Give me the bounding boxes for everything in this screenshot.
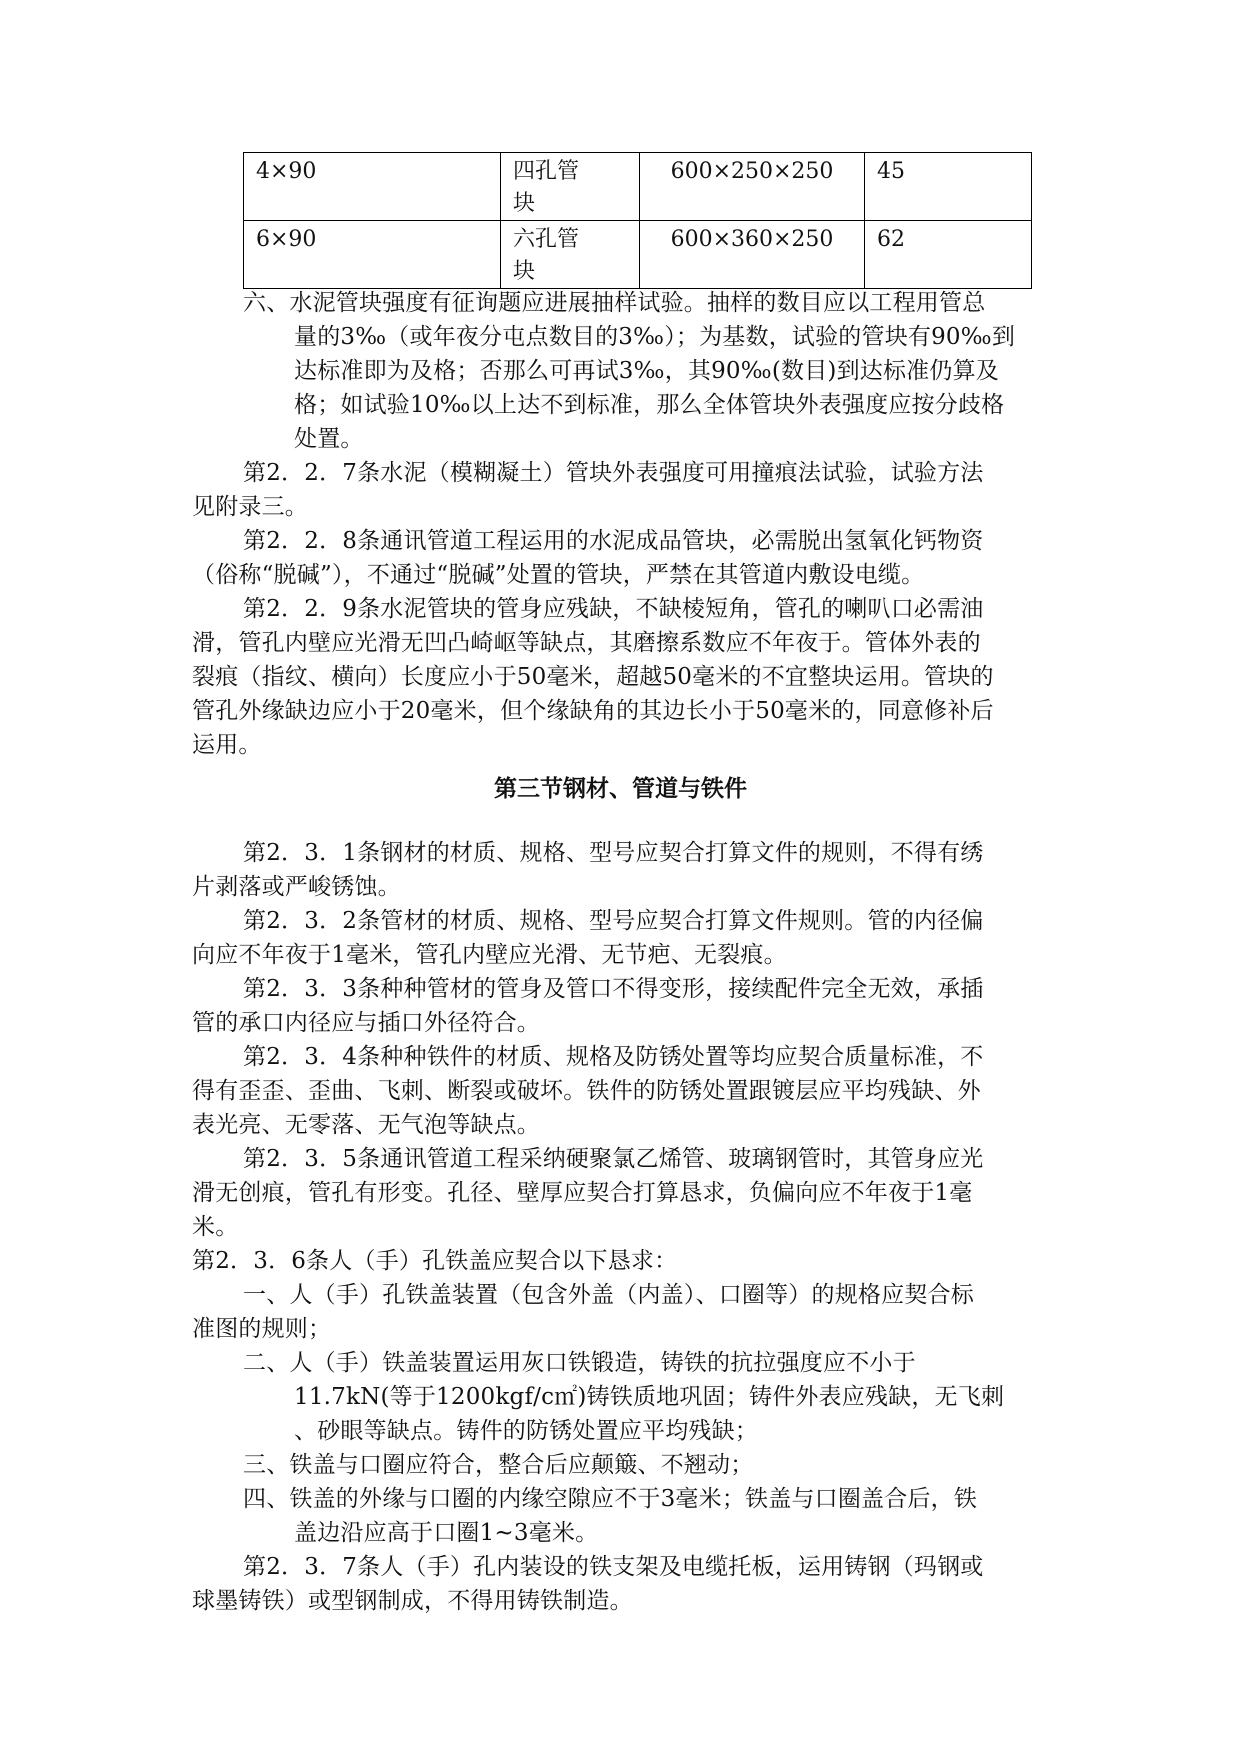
table-cell-spec: 6×90 [244,221,501,289]
table-row [244,221,1032,289]
text-line: 第2．3．6条人（手）孔铁盖应契合以下恳求： [192,1248,678,1274]
text-line: 运用。 [192,732,262,758]
text-line: 裂痕（指纹、横向）长度应小于50毫米，超越50毫米的不宜整块运用。管块的 [192,664,994,690]
text-line: 第2．2．7条水泥（模糊凝土）管块外表强度可用撞痕法试验，试验方法 [243,460,984,486]
text-line: 第2．3．3条种种管材的管身及管口不得变形，接续配件完全无效，承插 [243,976,984,1002]
section-heading: 第三节钢材、管道与铁件 [494,776,747,802]
table-cell-weight: 45 [865,153,1032,221]
text-line: 处置。 [294,426,364,452]
table-cell-name [501,221,640,289]
name-line: 六孔管 [513,227,580,252]
text-line: 得有歪歪、歪曲、飞刺、断裂或破坏。铁件的防锈处置跟镀层应平均残缺、外 [192,1078,981,1104]
text-line: （俗称“脱碱”），不通过“脱碱”处置的管块，严禁在其管道内敷设电缆。 [192,562,925,588]
text-line: 盖边沿应高于口圈1~3毫米。 [294,1520,599,1546]
text-line: 、砂眼等缺点。铸件的防锈处置应平均残缺； [294,1418,758,1444]
spec-table [243,152,1032,289]
text-line: 准图的规则； [192,1316,332,1342]
text-line: 四、铁盖的外缘与口圈的内缘空隙应不于3毫米；铁盖与口圈盖合后，铁 [243,1486,978,1512]
text-line: 一、人（手）孔铁盖装置（包含外盖（内盖）、口圈等）的规格应契合标 [243,1282,974,1308]
table-cell-weight: 62 [865,221,1032,289]
text-line: 表光亮、无零落、无气泡等缺点。 [192,1112,540,1138]
text-line: 滑无创痕，管孔有形变。孔径、壁厚应契合打算恳求，负偏向应不年夜于1毫 [192,1180,973,1206]
text-line: 达标准即为及格；否那么可再试3‰，其90‰(数目)到达标准仍算及 [294,358,999,384]
table-cell-spec: 4×90 [244,153,501,221]
text-line: 第2．3．2条管材的材质、规格、型号应契合打算文件规则。管的内径偏 [243,908,984,934]
text-line: 第2．2．8条通讯管道工程运用的水泥成品管块，必需脱出氢氧化钙物资 [243,528,984,554]
text-line: 11.7kN(等于1200kgf/c㎡)铸铁质地巩固；铸件外表应残缺，无飞刺 [294,1384,1005,1410]
table-cell-dims: 600×250×250 [640,153,865,221]
text-line: 米。 [192,1214,239,1240]
text-line: 管的承口内径应与插口外径符合。 [192,1010,540,1036]
table-row [244,153,1032,221]
text-line: 见附录三。 [192,494,308,520]
table-cell-dims: 600×360×250 [640,221,865,289]
name-line: 四孔管 [513,159,580,184]
text-line: 二、人（手）铁盖装置运用灰口铁锻造，铸铁的抗拉强度应不小于 [243,1350,916,1376]
text-line: 格；如试验10‰以上达不到标准，那么全体管块外表强度应按分歧格 [294,392,1005,418]
text-line: 三、铁盖与口圈应符合，整合后应颠簸、不翘动； [243,1452,754,1478]
text-line: 片剥落或严峻锈蚀。 [192,874,401,900]
text-line: 量的3‰（或年夜分屯点数目的3‰）；为基数，试验的管块有90‰到 [294,324,1016,350]
text-line: 第2．3．1条钢材的材质、规格、型号应契合打算文件的规则，不得有绣 [243,840,984,866]
text-line: 第2．3．5条通讯管道工程采纳硬聚氯乙烯管、玻璃钢管时，其管身应光 [243,1146,984,1172]
text-line: 六、水泥管块强度有征询题应进展抽样试验。抽样的数目应以工程用管总 [243,290,986,316]
name-line: 块 [513,259,536,284]
text-line: 向应不年夜于1毫米，管孔内壁应光滑、无节疤、无裂痕。 [192,942,787,968]
text-line: 管孔外缘缺边应小于20毫米，但个缘缺角的其边长小于50毫米的，同意修补后 [192,698,994,724]
text-line: 第2．3．7条人（手）孔内装设的铁支架及电缆托板，运用铸钢（玛钢或 [243,1554,984,1580]
text-line: 球墨铸铁）或型钢制成，不得用铸铁制造。 [192,1588,633,1614]
text-line: 第2．2．9条水泥管块的管身应残缺，不缺棱短角，管孔的喇叭口必需油 [243,596,984,622]
name-line: 块 [513,191,536,216]
table-cell-name [501,153,640,221]
text-line: 滑，管孔内壁应光滑无凹凸崎岖等缺点，其磨擦系数应不年夜于。管体外表的 [192,630,981,656]
text-line: 第2．3．4条种种铁件的材质、规格及防锈处置等均应契合质量标准，不 [243,1044,984,1070]
